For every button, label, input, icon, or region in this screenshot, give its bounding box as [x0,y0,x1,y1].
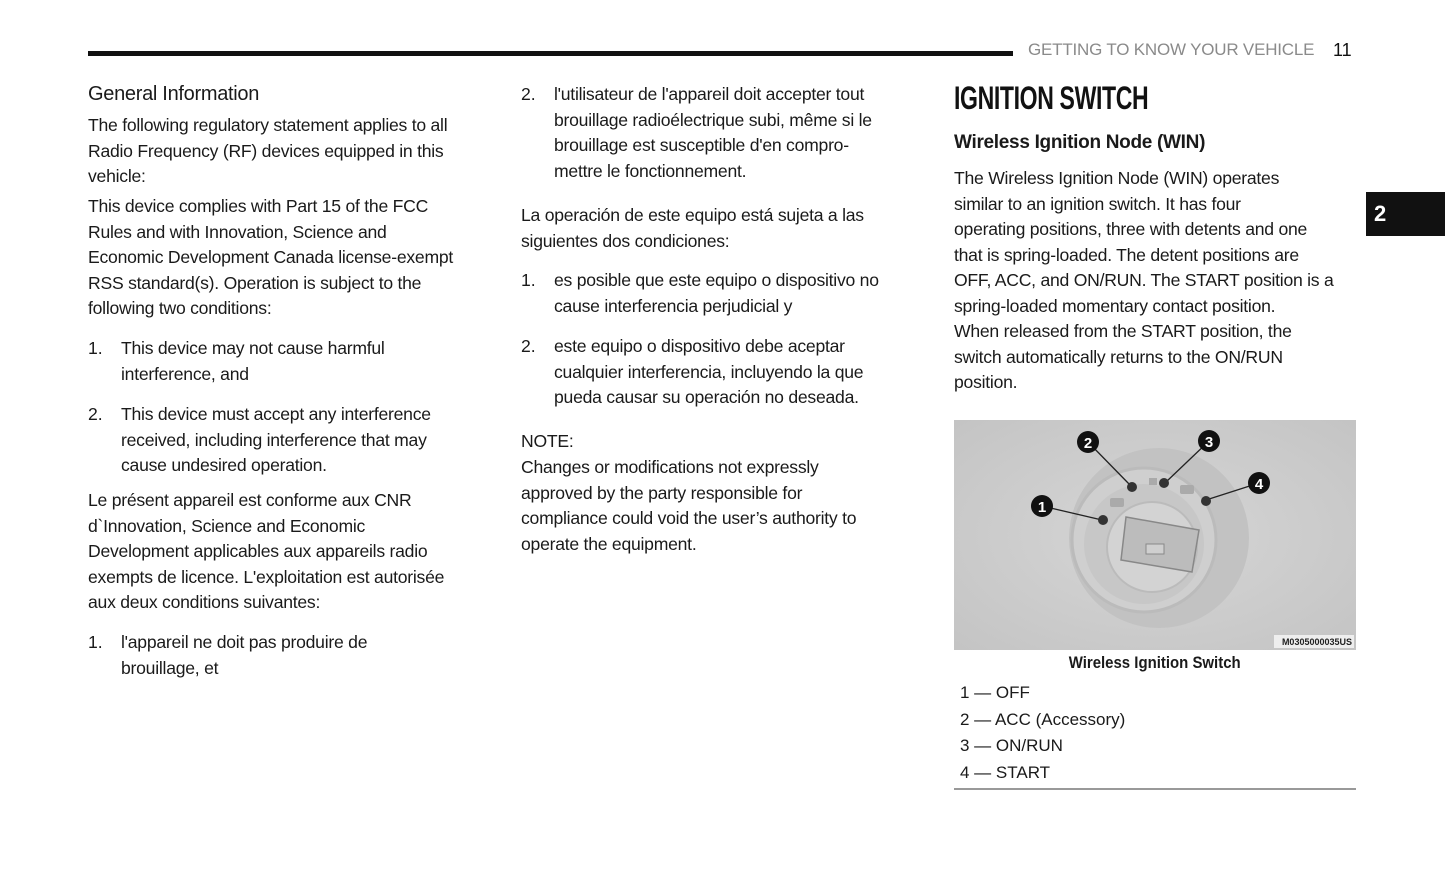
legend-item: 3 — ON/RUN [960,736,1063,755]
page-number: 11 [1333,40,1352,60]
list-number: 1. [88,632,103,652]
legend-item: 4 — START [960,763,1051,782]
callout-3: 3 [1204,434,1214,451]
list-item: l'appareil ne doit pas produire de brouillage, et [121,632,368,678]
note-text: Changes or modifications not expressly approved by the party responsible for compliance could void the user’s authority to operate the equipment. [521,457,857,554]
paragraph: The Wireless Ignition Node (WIN) operates similar to an ignition switch. It has four operating positions, three with detents and one that is spring-loaded. The detent positions are OFF, ACC, and ON/RUN. The START position is a spring-loaded momentary contact position. When released from the START position, the switch automatically returns to the ON/RUN position. [954,168,1334,392]
list-number: 2. [521,84,536,104]
win-subtitle: Wireless Ignition Node (WIN) [954,132,1206,153]
section-header: GETTING TO KNOW YOUR VEHICLE [1028,40,1315,59]
list-number: 2. [521,336,536,356]
list-number: 2. [88,404,103,424]
legend-divider [954,788,1356,790]
paragraph: Le présent appareil est conforme aux CNR d`Innovation, Science and Economic Development applicables aux appareils radio exempts de licence. L'exploitation est autorisée aux deux conditions suivantes: [88,490,445,612]
paragraph: The following regulatory statement applies to all Radio Frequency (RF) devices equipped in this vehicle: [88,115,448,186]
list-item: es posible que este equipo o dispositivo no cause interferencia perjudicial y [554,270,879,316]
callout-1: 1 [1037,499,1047,516]
list-item: l'utilisateur de l'appareil doit accepter tout brouillage radioélectrique subi, même si le brouillage est susceptible d'en compro- mettre le fonctionnement. [554,84,872,181]
ignition-switch-figure [954,420,1356,650]
callout-2: 2 [1083,435,1093,452]
note-label: NOTE: [521,431,574,451]
figure-code: M0305000035US [1281,637,1352,647]
list-number: 1. [521,270,536,290]
list-item: este equipo o dispositivo debe aceptar cualquier interferencia, incluyendo la que pueda causar su operación no deseada. [554,336,864,407]
list-number: 1. [88,338,103,358]
paragraph: La operación de este equipo está sujeta a las siguientes dos condiciones: [521,205,864,251]
chapter-tab: 2 [1366,192,1445,236]
ignition-switch-title: IGNITION SWITCH [954,80,1149,116]
figure-caption [954,653,1356,673]
list-item: This device must accept any interference received, including interference that may cause undesired operation. [121,404,431,475]
list-item: This device may not cause harmful interference, and [121,338,385,384]
header-rule [88,51,1013,56]
legend-item: 1 — OFF [960,683,1030,702]
legend-item: 2 — ACC (Accessory) [960,710,1126,729]
paragraph: This device complies with Part 15 of the FCC Rules and with Innovation, Science and Economic Development Canada license-exempt RSS standard(s). Operation is subject to the following two conditions: [88,196,454,318]
general-information-heading: General Information [88,83,260,105]
callout-4: 4 [1254,476,1264,493]
caption-text: Wireless Ignition Switch [1069,653,1241,672]
